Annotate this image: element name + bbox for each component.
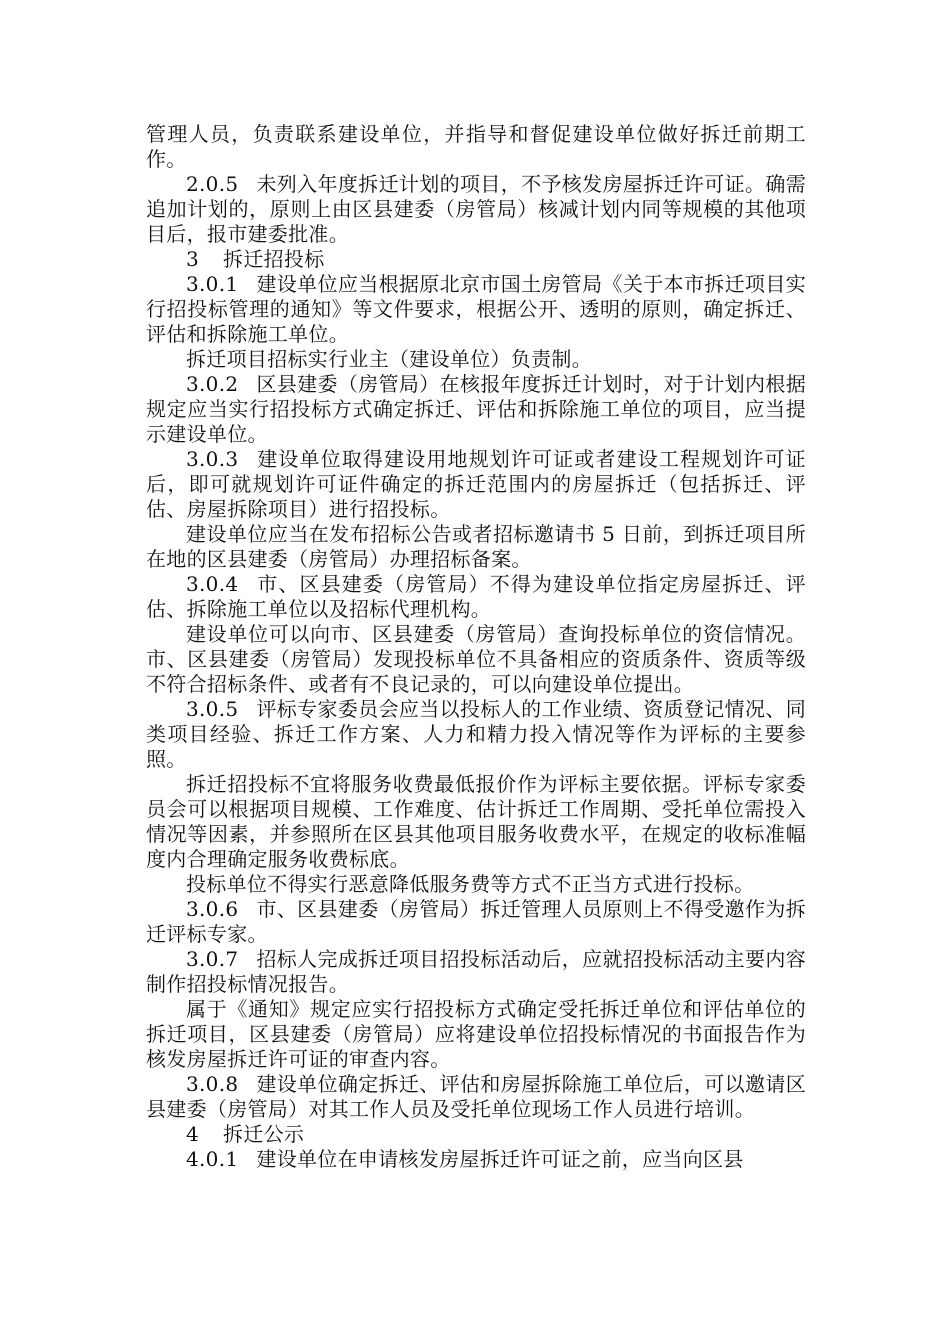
paragraph-text: 建设单位可以向市、区县建委（房管局）查询投标单位的资信情况。市、区县建委（房管局）发现投标单位不具备相应的资质条件、资质等级不符合招标条件、或者有不良记录的，可以向建设单位提出。 — [146, 622, 806, 696]
paragraph-16 — [146, 997, 806, 1072]
section-heading-3 — [146, 247, 806, 272]
paragraph-text: 拆迁招投标不宜将服务收费最低报价作为评标主要依据。评标专家委员会可以根据项目规模、工作难度、估计拆迁工作周期、受托单位需投入情况等因素，并参照所在区县其他项目服务收费水平，在规定的收标准幅度内合理确定服务收费标底。 — [146, 772, 806, 871]
section-number: 3 — [186, 247, 200, 271]
clause-3-0-1 — [146, 272, 806, 347]
clause-text: 市、区县建委（房管局）不得为建设单位指定房屋拆迁、评估、拆除施工单位以及招标代理机构。 — [146, 572, 806, 621]
clause-text: 区县建委（房管局）在核报年度拆迁计划时，对于计划内根据规定应当实行招投标方式确定拆迁、评估和拆除施工单位的项目，应当提示建设单位。 — [146, 372, 806, 446]
clause-number: 3.0.8 — [186, 1072, 239, 1096]
paragraph-10 — [146, 622, 806, 697]
clause-text: 建设单位在申请核发房屋拆迁许可证之前，应当向区县 — [256, 1147, 744, 1171]
paragraph-text: 拆迁项目招标实行业主（建设单位）负责制。 — [186, 347, 592, 371]
section-heading-4 — [146, 1122, 806, 1147]
clause-3-0-7 — [146, 947, 806, 997]
clause-number: 3.0.5 — [186, 697, 239, 721]
clause-number: 3.0.7 — [186, 947, 239, 971]
clause-2-0-5 — [146, 172, 806, 247]
clause-text: 建设单位确定拆迁、评估和房屋拆除施工单位后，可以邀请区县建委（房管局）对其工作人员及受托单位现场工作人员进行培训。 — [146, 1072, 806, 1121]
section-title: 拆迁招投标 — [223, 247, 325, 271]
section-number: 4 — [186, 1122, 200, 1146]
clause-text: 招标人完成拆迁项目招投标活动后，应就招投标活动主要内容制作招投标情况报告。 — [146, 947, 806, 996]
clause-3-0-2 — [146, 372, 806, 447]
clause-3-0-4 — [146, 572, 806, 622]
clause-4-0-1 — [146, 1147, 806, 1172]
paragraph-12 — [146, 772, 806, 872]
paragraph-5 — [146, 347, 806, 372]
clause-3-0-3 — [146, 447, 806, 522]
clause-text: 市、区县建委（房管局）拆迁管理人员原则上不得受邀作为拆迁评标专家。 — [146, 897, 806, 946]
clause-number: 4.0.1 — [186, 1147, 239, 1171]
clause-3-0-5 — [146, 697, 806, 772]
clause-number: 3.0.6 — [186, 897, 239, 921]
section-title: 拆迁公示 — [223, 1122, 305, 1146]
clause-3-0-6 — [146, 897, 806, 947]
clause-number: 3.0.3 — [186, 447, 239, 471]
clause-number: 3.0.4 — [186, 572, 239, 596]
clause-text: 评标专家委员会应当以投标人的工作业绩、资质登记情况、同类项目经验、拆迁工作方案、人力和精力投入情况等作为评标的主要参照。 — [146, 697, 806, 771]
paragraph-text: 建设单位应当在发布招标公告或者招标邀请书 5 日前，到拆迁项目所在地的区县建委（房管局）办理招标备案。 — [146, 522, 806, 571]
clause-3-0-8 — [146, 1072, 806, 1122]
paragraph-13 — [146, 872, 806, 897]
clause-number: 3.0.1 — [186, 272, 239, 296]
paragraph-8 — [146, 522, 806, 572]
clause-text: 建设单位应当根据原北京市国土房管局《关于本市拆迁项目实行招投标管理的通知》等文件要求，根据公开、透明的原则，确定拆迁、评估和拆除施工单位。 — [146, 272, 806, 346]
paragraph-1 — [146, 122, 806, 172]
clause-text: 建设单位取得建设用地规划许可证或者建设工程规划许可证后，即可就规划许可证件确定的拆迁范围内的房屋拆迁（包括拆迁、评估、房屋拆除项目）进行招投标。 — [146, 447, 806, 521]
clause-text: 未列入年度拆迁计划的项目，不予核发房屋拆迁许可证。确需追加计划的，原则上由区县建委（房管局）核减计划内同等规模的其他项目后，报市建委批准。 — [146, 172, 806, 246]
paragraph-text: 投标单位不得实行恶意降低服务费等方式不正当方式进行投标。 — [186, 872, 755, 896]
document-body — [146, 122, 806, 1172]
paragraph-text: 属于《通知》规定应实行招投标方式确定受托拆迁单位和评估单位的拆迁项目，区县建委（房管局）应将建设单位招投标情况的书面报告作为核发房屋拆迁许可证的审查内容。 — [146, 997, 806, 1071]
paragraph-text: 管理人员，负责联系建设单位，并指导和督促建设单位做好拆迁前期工作。 — [146, 122, 806, 171]
clause-number: 2.0.5 — [186, 172, 239, 196]
clause-number: 3.0.2 — [186, 372, 239, 396]
